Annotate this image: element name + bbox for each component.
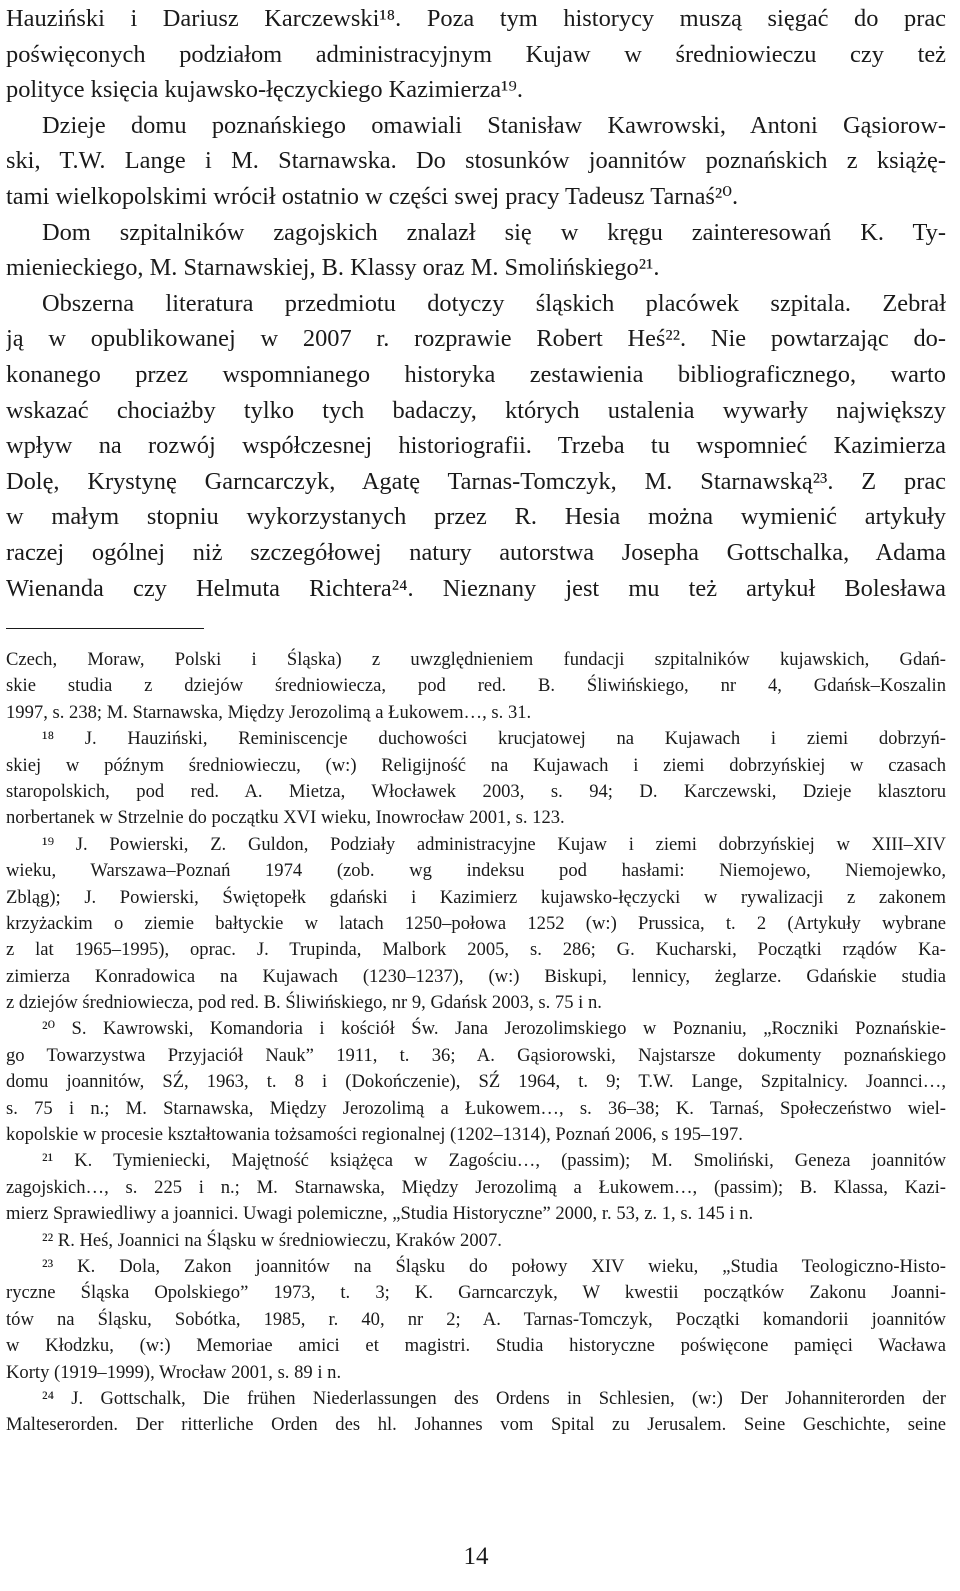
body-line: poświęconych podziałom administracyjnym Kujaw w średniowieczu czy też	[6, 40, 946, 68]
body-line: wpływ na rozwój współczesnej historiografii. Trzeba tu wspomnieć Kazimierza	[6, 432, 946, 460]
footnote-separator-rule	[6, 628, 204, 629]
body-line: Dom szpitalników zagojskich znalazł się w kręgu zainteresowań K. Ty-	[42, 218, 946, 246]
footnote-line: kopolskie w procesie kształtowania tożsamości regionalnej (1202–1314), Poznań 2006, s 195–197.	[6, 1124, 743, 1146]
footnote-line: z dziejów średniowiecza, pod red. B. Śliwińskiego, nr 9, Gdańsk 2003, s. 75 i n.	[6, 992, 602, 1014]
body-line: Wienanda czy Helmuta Richtera²⁴. Nieznany jest mu też artykuł Bolesława	[6, 574, 946, 602]
body-line: Hauziński i Dariusz Karczewski¹⁸. Poza tym historycy muszą sięgać do prac	[6, 5, 946, 32]
footnote-line: 1997, s. 238; M. Starnawska, Między Jerozolimą a Łukowem…, s. 31.	[6, 701, 532, 723]
footnote-line: tów na Śląsku, Sobótka, 1985, r. 40, nr 2; A. Tarnas-Tomczyk, Początki komandorii joannitów	[6, 1308, 946, 1330]
footnote-line: skie studia z dziejów średniowiecza, pod red. B. Śliwińskiego, nr 4, Gdańsk–Koszalin	[6, 675, 946, 697]
footnote-line: s. 75 i n.; M. Starnawska, Między Jerozolimą a Łukowem…, s. 36–38; K. Tarnaś, Społeczeństwo wiel-	[6, 1097, 946, 1119]
body-line: konanego przez wspomnianego historyka zestawienia bibliograficznego, warto	[6, 360, 946, 388]
footnote-22: ²² R. Heś, Joannici na Śląsku w średniowieczu, Kraków 2007.	[42, 1229, 502, 1251]
footnote-line: Zbląg); J. Powierski, Świętopełk gdański i Kazimierz kujawsko-łęczycki w rywalizacji z zakonem	[6, 886, 946, 908]
footnotes	[6, 647, 946, 1439]
footnote-line: norbertanek w Strzelnie do początku XVI wieku, Inowrocław 2001, s. 123.	[6, 807, 565, 829]
body-line: polityce księcia kujawsko-łęczyckiego Kazimierza¹⁹.	[6, 76, 523, 104]
footnote-23: ²³ K. Dola, Zakon joannitów na Śląsku do połowy XIV wieku, „Studia Teologiczno-Histo-	[42, 1255, 946, 1277]
footnote-line: go Towarzystwa Przyjaciół Nauk” 1911, t. 36; A. Gąsiorowski, Najstarsze dokumenty poznańskiego	[6, 1044, 946, 1066]
footnote-24: ²⁴ J. Gottschalk, Die frühen Niederlassungen des Ordens in Schlesien, (w:) Der Johanniterorden der	[42, 1387, 946, 1409]
footnote-line: Malteserorden. Der ritterliche Orden des hl. Johannes vom Spital zu Jerusalem. Seine Geschichte, seine	[6, 1414, 946, 1436]
footnote-line: krzyżackim o ziemie bałtyckie w latach 1250–połowa 1252 (w:) Prussica, t. 2 (Artykuły wybrane	[6, 912, 946, 934]
document-page	[6, 0, 946, 1591]
footnote-line: zimierza Konradowica na Kujawach (1230–1237), (w:) Biskupi, lennicy, żeglarze. Gdańskie studia	[6, 965, 946, 987]
body-line: raczej ogólnej niż szczegółowej natury autorstwa Josepha Gottschalka, Adama	[6, 538, 946, 566]
body-line: ją w opublikowanej w 2007 r. rozprawie Robert Heś²². Nie powtarzając do-	[6, 325, 946, 353]
body-line: ski, T.W. Lange i M. Starnawska. Do stosunków joannitów poznańskich z książę-	[6, 147, 946, 175]
footnote-18: ¹⁸ J. Hauziński, Reminiscencje duchowości krucjatowej na Kujawach i ziemi dobrzyń-	[42, 728, 946, 750]
footnote-line: Korty (1919–1999), Wrocław 2001, s. 89 i n.	[6, 1361, 342, 1383]
footnote-line: w Kłodzku, (w:) Memoriae amici et magistri. Studia historyczne poświęcone pamięci Wacława	[6, 1335, 946, 1357]
footnote-line: staropolskich, pod red. A. Mietza, Włocławek 2003, s. 94; D. Karczewski, Dzieje klasztoru	[6, 780, 946, 802]
body-line: Obszerna literatura przedmiotu dotyczy śląskich placówek szpitala. Zebrał	[42, 289, 946, 317]
body-line: wskazać chociażby tylko tych badaczy, których ustalenia wywarły największy	[6, 396, 946, 424]
body-line: Dzieje domu poznańskiego omawiali Stanisław Kawrowski, Antoni Gąsiorow-	[42, 111, 946, 139]
body-line: Dolę, Krystynę Garncarczyk, Agatę Tarnas-Tomczyk, M. Starnawską²³. Z prac	[6, 467, 946, 495]
body-line: mienieckiego, M. Starnawskiej, B. Klassy oraz M. Smolińskiego²¹.	[6, 254, 660, 282]
page-number: 14	[463, 1543, 489, 1570]
footnote-21: ²¹ K. Tymieniecki, Majętność książęca w Zagościu…, (passim); M. Smoliński, Geneza joannitów	[42, 1150, 946, 1172]
footnote-line: skiej w późnym średniowieczu, (w:) Religijność na Kujawach i ziemi dobrzyńskiej w czasach	[6, 754, 946, 776]
footnote-line: zagojskich…, s. 225 i n.; M. Starnawska, Między Jerozolimą a Łukowem…, (passim); B. Klassa, Kazi-	[6, 1176, 946, 1198]
footnote-line: mierz Sprawiedliwy a joannici. Uwagi polemiczne, „Studia Historyczne” 2000, r. 53, z. 1, s. 145 i n.	[6, 1203, 754, 1225]
footnote-line: Czech, Moraw, Polski i Śląska) z uwzględnieniem fundacji szpitalników kujawskich, Gdań-	[6, 649, 946, 670]
main-body-text	[6, 1, 946, 606]
footnote-line: ryczne Śląska Opolskiego” 1973, t. 3; K. Garncarczyk, W kwestii początków Zakonu Joanni-	[6, 1282, 946, 1304]
body-line: w małym stopniu wykorzystanych przez R. Hesia można wymienić artykuły	[6, 503, 946, 531]
body-line: tami wielkopolskimi wrócił ostatnio w części swej pracy Tadeusz Tarnaś²⁰.	[6, 182, 739, 210]
footnote-line: z lat 1965–1995), oprac. J. Trupinda, Malbork 2005, s. 286; G. Kucharski, Początki rządów Ka-	[6, 939, 946, 961]
footnote-19: ¹⁹ J. Powierski, Z. Guldon, Podziały administracyjne Kujaw i ziemi dobrzyńskiej w XIII–XIV	[42, 833, 946, 855]
footnote-20: ²⁰ S. Kawrowski, Komandoria i kościół Św. Jana Jerozolimskiego w Poznaniu, „Roczniki Poznańskie-	[42, 1018, 946, 1040]
footnote-line: wieku, Warszawa–Poznań 1974 (zob. wg indeksu pod hasłami: Niemojewo, Niemojewko,	[6, 860, 946, 882]
footnote-line: domu joannitów, SŹ, 1963, t. 8 i (Dokończenie), SŹ 1964, t. 9; T.W. Lange, Szpitalnicy. Joannci…,	[6, 1071, 946, 1093]
